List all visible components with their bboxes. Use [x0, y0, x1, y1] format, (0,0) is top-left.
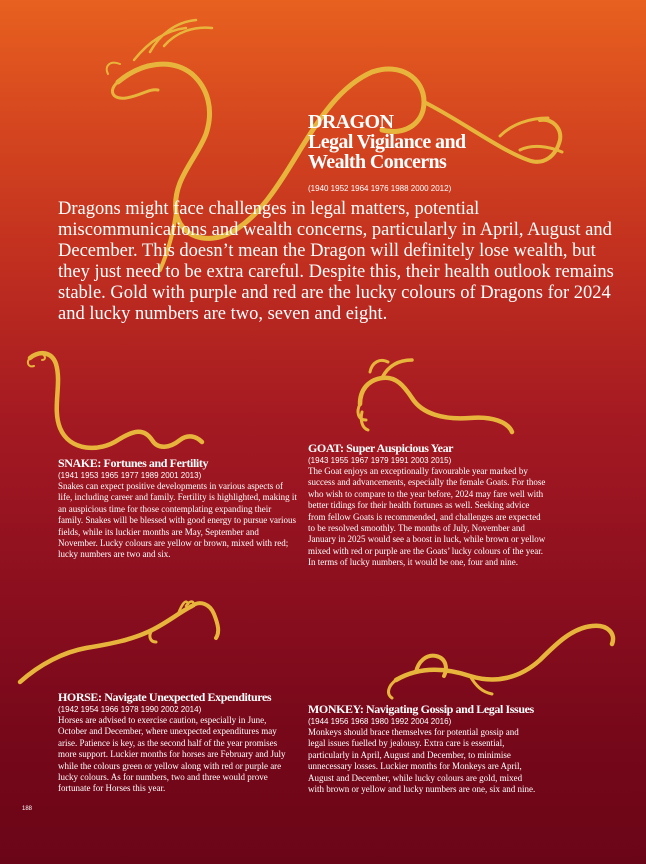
hero-title-line3: Wealth Concerns: [308, 151, 447, 173]
horse-section: [58, 691, 288, 795]
goat-illustration: [358, 360, 512, 432]
horse-years: (1942 1954 1966 1978 1990 2002 2014): [58, 705, 202, 714]
goat-section: [308, 442, 548, 569]
snake-body: Snakes can expect positive developments in various aspects of life, including career and family. Fertility is highlighted, making it an auspicious time for those contemplating expanding their family. Snakes will be blessed with good energy to pursue various fields, while its luckier months are May, September and November. Lucky colours are yellow or brown, mixed with red; lucky numbers are two and six.: [58, 481, 297, 560]
dragon-intro-text: Dragons might face challenges in legal matters, potential miscommunications and wealth concerns, particularly in April, August and December. This doesn’t mean the Dragon will definitely lose wealth, but they just need to be extra careful. Despite this, their health outlook remains stable. Gold with purple and red are the lucky colours of Dragons for 2024 and lucky numbers are two, seven and eight.: [58, 199, 614, 324]
snake-illustration: [28, 353, 202, 448]
hero-heading: [308, 112, 608, 172]
monkey-years: (1944 1956 1968 1980 1992 2004 2016): [308, 717, 452, 726]
monkey-illustration: [389, 626, 614, 698]
horse-illustration: [20, 602, 218, 683]
horse-body: Horses are advised to exercise caution, especially in June, October and December, where unexpected expenditures may arise. Patience is key, as the second half of the year promises more support. Luckier months for horses are February and July while the colours green or yellow along with red or purple are lucky colours. As for numbers, two and three would prove fortunate for Horses this year.: [58, 715, 286, 794]
goat-years: (1943 1955 1967 1979 1991 2003 2015): [308, 456, 452, 465]
horse-heading: HORSE: Navigate Unexpected Expenditures: [58, 690, 272, 704]
hero-years: (1940 1952 1964 1976 1988 2000 2012): [308, 184, 452, 193]
goat-heading: GOAT: Super Auspicious Year: [308, 441, 454, 455]
monkey-section: [308, 703, 538, 795]
monkey-heading: MONKEY: Navigating Gossip and Legal Issues: [308, 702, 534, 716]
hero-title-line2: Legal Vigilance and: [308, 131, 466, 153]
goat-body: The Goat enjoys an exceptionally favourable year marked by success and advancements, especially the female Goats. For those who wish to compare to the year before, 2024 may fare well with better tidings for their health fortunes as well. Seeking advice from fellow Goats is recommended, and challenges are expected to be resolved smoothly. The months of July, November and January in 2025 would see a boost in luck, while brown or yellow mixed with red or purple are the Goats’ lucky colours of the year. In terms of lucky numbers, it would be one, four and nine.: [308, 466, 546, 568]
monkey-body: Monkeys should brace themselves for potential gossip and legal issues fuelled by jealousy. Extra care is essential, particularly in April, August and December, to minimise unnecessary losses. Luckier months for Monkeys are April, August and December, while lucky colours are gold, mixed with brown or yellow and lucky numbers are one, six and nine.: [308, 727, 536, 795]
snake-years: (1941 1953 1965 1977 1989 2001 2013): [58, 471, 202, 480]
hero-title-line1: DRAGON: [308, 111, 394, 133]
snake-heading: SNAKE: Fortunes and Fertility: [58, 456, 209, 470]
page-number: 188: [22, 806, 33, 812]
snake-section: [58, 457, 298, 561]
